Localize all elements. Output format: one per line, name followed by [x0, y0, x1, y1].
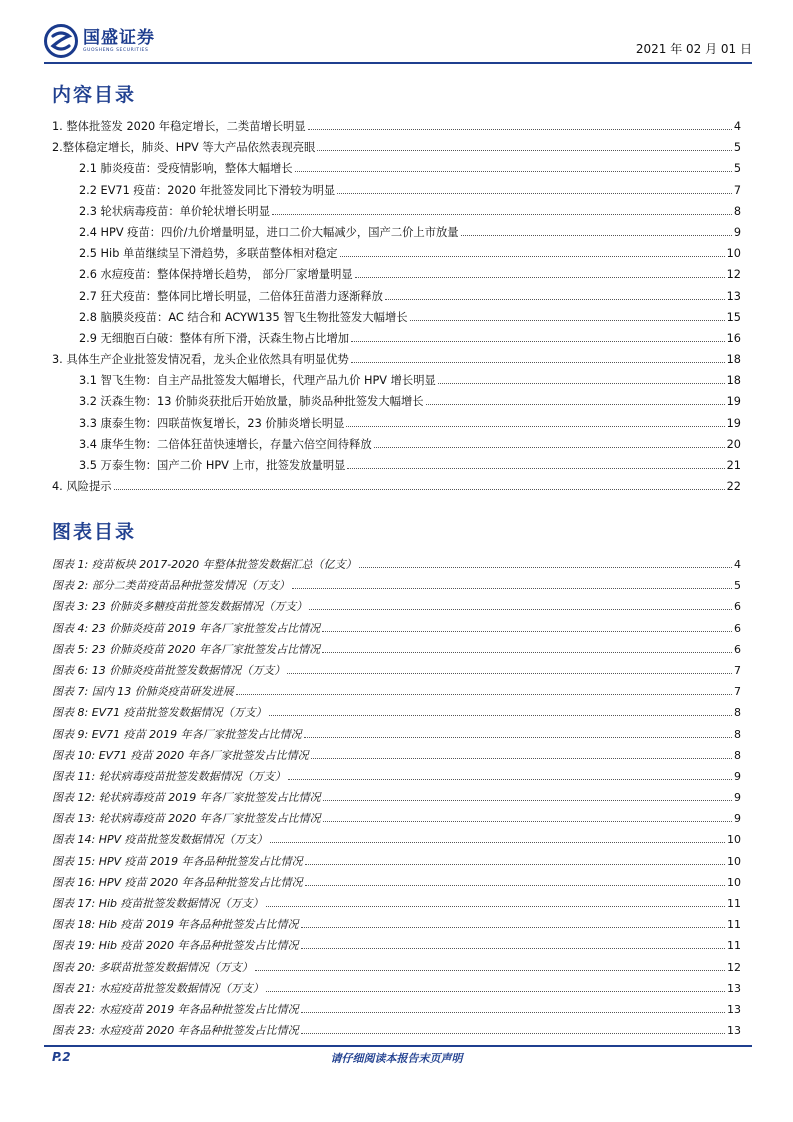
toc-entry-page: 5	[733, 141, 741, 155]
figure-entry[interactable]	[52, 745, 741, 766]
figure-entry[interactable]	[52, 766, 741, 787]
figure-entry-page: 8	[734, 706, 741, 720]
figure-entry-page: 6	[734, 642, 741, 656]
toc-entry-page: 12	[726, 268, 741, 282]
figure-entry[interactable]	[52, 702, 741, 723]
dot-leader	[309, 609, 732, 610]
toc-entry-page: 8	[733, 204, 741, 218]
toc-entry-page: 15	[726, 310, 741, 324]
dot-leader	[461, 235, 732, 236]
figure-entry[interactable]	[52, 596, 741, 617]
dot-leader	[340, 256, 725, 257]
figure-entry[interactable]	[52, 681, 741, 702]
toc-entry-label: 3.4 康华生物：二倍体狂苗快速增长，存量六倍空间待释放	[79, 437, 372, 451]
toc-entry-page: 18	[726, 353, 741, 367]
toc-entry-page: 18	[726, 374, 741, 388]
toc-entry-label: 3.2 沃森生物：13 价肺炎获批后开始放量，肺炎品种批签发大幅增长	[79, 395, 424, 409]
footer-disclaimer: 请仔细阅读本报告末页声明	[330, 1052, 463, 1065]
toc-entry[interactable]	[52, 201, 741, 222]
dot-leader	[374, 447, 725, 448]
toc-entry-label: 3. 具体生产企业批签发情况看，龙头企业依然具有明显优势	[52, 353, 349, 367]
dot-leader	[347, 468, 724, 469]
figure-entry-page: 9	[734, 769, 741, 783]
figure-entry-label: 图表 8: EV71 疫苗批签发数据情况（万支）	[52, 706, 267, 720]
figure-entry-label: 图表 13: 轮状病毒疫苗 2020 年各厂家批签发占比情况	[52, 812, 321, 826]
figure-entry-page: 4	[734, 558, 741, 571]
toc-entry-page: 21	[726, 459, 741, 472]
toc-list	[52, 116, 741, 497]
dot-leader	[269, 715, 732, 716]
figure-entry[interactable]	[52, 639, 741, 660]
figure-entry-label: 图表 10: EV71 疫苗 2020 年各厂家批签发占比情况	[52, 748, 309, 762]
figure-entry-page: 5	[734, 579, 741, 593]
figure-entry[interactable]	[52, 724, 741, 745]
toc-entry-label: 2.3 轮状病毒疫苗：单价轮状增长明显	[79, 204, 271, 218]
dot-leader	[337, 193, 732, 194]
figure-entry-page: 7	[734, 663, 741, 677]
figure-entry[interactable]	[52, 914, 741, 935]
toc-entry-label: 3.1 智飞生物：自主产品批签发大幅增长，代理产品九价 HPV 增长明显	[79, 374, 436, 388]
dot-leader	[355, 277, 725, 278]
figure-entry-page: 13	[727, 1024, 741, 1038]
figure-entry[interactable]	[52, 829, 741, 850]
toc-entry-label: 2.7 狂犬疫苗：整体同比增长明显，二倍体狂苗潜力逐渐释放	[79, 289, 383, 303]
dot-leader	[351, 341, 725, 342]
dot-leader	[301, 1012, 725, 1013]
figure-entry-page: 10	[727, 833, 741, 847]
toc-entry[interactable]	[52, 391, 741, 412]
dot-leader	[308, 129, 732, 130]
figure-entry-label: 图表 7: 国内 13 价肺炎疫苗研发进展	[52, 685, 234, 699]
dot-leader	[301, 1033, 725, 1034]
figure-entry-label: 图表 22: 水痘疫苗 2019 年各品种批签发占比情况	[52, 1002, 299, 1016]
dot-leader	[255, 970, 725, 971]
dot-leader	[236, 694, 732, 695]
figures-title: 图表目录	[52, 521, 137, 543]
dot-leader	[410, 320, 725, 321]
figure-entry-page: 6	[734, 600, 741, 614]
toc-entry-label: 1. 整体批签发 2020 年稳定增长，二类苗增长明显	[52, 120, 306, 133]
figure-entry-label: 图表 3: 23 价肺炎多糖疫苗批签发数据情况（万支）	[52, 600, 308, 614]
figure-entry[interactable]	[52, 808, 741, 829]
figure-entry-label: 图表 2: 部分二类苗疫苗品种批签发情况（万支）	[52, 579, 290, 593]
dot-leader	[272, 214, 732, 215]
dot-leader	[266, 991, 725, 992]
dot-leader	[270, 842, 725, 843]
figure-entry-label: 图表 12: 轮状病毒疫苗 2019 年各厂家批签发占比情况	[52, 791, 321, 805]
figure-entry[interactable]	[52, 575, 741, 596]
toc-entry-label: 4. 风险提示	[52, 480, 112, 494]
toc-entry-label: 2.8 脑膜炎疫苗：AC 结合和 ACYW135 智飞生物批签发大幅增长	[79, 310, 408, 324]
toc-entry-page: 10	[726, 247, 741, 261]
dot-leader	[385, 299, 725, 300]
figure-entry-label: 图表 6: 13 价肺炎疫苗批签发数据情况（万支）	[52, 663, 286, 677]
dot-leader	[438, 383, 725, 384]
toc-entry-page: 4	[733, 120, 741, 133]
toc-entry-page: 19	[726, 416, 741, 430]
figure-entry-page: 11	[727, 939, 741, 953]
figure-entry-page: 10	[727, 875, 741, 889]
figure-entry-page: 13	[727, 1002, 741, 1016]
toc-entry[interactable]	[52, 349, 741, 370]
dot-leader	[292, 588, 732, 589]
figure-entry-label: 图表 1: 疫苗板块 2017-2020 年整体批签发数据汇总（亿支）	[52, 558, 357, 571]
figure-entry-page: 8	[734, 727, 741, 741]
toc-entry[interactable]	[52, 307, 741, 328]
brand-name-cn: 国盛证券	[83, 28, 155, 48]
toc-entry[interactable]	[52, 264, 741, 285]
brand-name-en: GUOSHENG SECURITIES	[83, 48, 149, 53]
figure-entry-label: 图表 15: HPV 疫苗 2019 年各品种批签发占比情况	[52, 854, 303, 868]
page-header	[44, 22, 752, 62]
figure-entry[interactable]	[52, 1020, 741, 1041]
dot-leader	[114, 489, 725, 490]
dot-leader	[301, 948, 726, 949]
report-date: 2021 年 02 月 01 日	[635, 42, 752, 56]
dot-leader	[346, 426, 724, 427]
figure-entry-label: 图表 4: 23 价肺炎疫苗 2019 年各厂家批签发占比情况	[52, 621, 321, 635]
dot-leader	[288, 779, 732, 780]
figure-entry-label: 图表 17: Hib 疫苗批签发数据情况（万支）	[52, 897, 264, 910]
dot-leader	[295, 171, 732, 172]
figure-entry-label: 图表 14: HPV 疫苗批签发数据情况（万支）	[52, 833, 268, 847]
toc-entry-page: 9	[733, 225, 741, 239]
dot-leader	[323, 821, 732, 822]
figure-entry-page: 6	[734, 621, 741, 635]
figure-entry-label: 图表 18: Hib 疫苗 2019 年各品种批签发占比情况	[52, 918, 299, 932]
dot-leader	[359, 567, 732, 568]
toc-entry-label: 3.5 万泰生物：国产二价 HPV 上市，批签发放量明显	[79, 459, 346, 472]
toc-entry[interactable]	[52, 413, 741, 434]
brand-logo	[44, 24, 155, 58]
toc-entry[interactable]	[52, 137, 741, 158]
toc-entry-label: 2.2 EV71 疫苗：2020 年批签发同比下滑较为明显	[79, 183, 336, 197]
figures-list	[52, 554, 741, 1041]
figure-entry-page: 7	[734, 685, 741, 699]
toc-entry[interactable]	[52, 476, 741, 497]
figure-entry-label: 图表 9: EV71 疫苗 2019 年各厂家批签发占比情况	[52, 727, 302, 741]
toc-entry[interactable]	[52, 434, 741, 455]
dot-leader	[426, 404, 725, 405]
toc-entry-page: 5	[733, 162, 741, 176]
toc-entry-label: 3.3 康泰生物：四联苗恢复增长，23 价肺炎增长明显	[79, 416, 345, 430]
figure-entry[interactable]	[52, 660, 741, 681]
toc-title: 内容目录	[52, 84, 137, 106]
toc-entry-label: 2.1 肺炎疫苗：受疫情影响，整体大幅增长	[79, 162, 293, 176]
dot-leader	[351, 362, 725, 363]
toc-entry[interactable]	[52, 328, 741, 349]
figure-entry-label: 图表 20: 多联苗批签发数据情况（万支）	[52, 960, 253, 974]
dot-leader	[317, 150, 731, 151]
figure-entry-label: 图表 11: 轮状病毒疫苗批签发数据情况（万支）	[52, 769, 286, 783]
figure-entry-label: 图表 19: Hib 疫苗 2020 年各品种批签发占比情况	[52, 939, 299, 953]
toc-entry-label: 2.整体稳定增长，肺炎、HPV 等大产品依然表现亮眼	[52, 141, 316, 155]
dot-leader	[305, 864, 725, 865]
dot-leader	[304, 737, 732, 738]
figure-entry[interactable]	[52, 554, 741, 575]
figure-entry-label: 图表 23: 水痘疫苗 2020 年各品种批签发占比情况	[52, 1024, 299, 1038]
figure-entry-label: 图表 5: 23 价肺炎疫苗 2020 年各厂家批签发占比情况	[52, 642, 321, 656]
toc-entry[interactable]	[52, 370, 741, 391]
dot-leader	[301, 927, 726, 928]
toc-entry-label: 2.6 水痘疫苗：整体保持增长趋势， 部分厂家增量明显	[79, 268, 353, 282]
dot-leader	[322, 652, 732, 653]
footer-page-number: P.2	[52, 1050, 71, 1064]
figure-entry[interactable]	[52, 851, 741, 872]
figure-entry[interactable]	[52, 872, 741, 893]
figure-entry-page: 10	[727, 854, 741, 868]
toc-entry-label: 2.5 Hib 单苗继续呈下滑趋势，多联苗整体相对稳定	[79, 247, 338, 261]
figure-entry[interactable]	[52, 787, 741, 808]
figure-entry[interactable]	[52, 935, 741, 956]
toc-entry-page: 7	[733, 183, 741, 197]
footer-divider	[44, 1045, 752, 1047]
toc-entry-label: 2.4 HPV 疫苗：四价/九价增量明显，进口二价大幅减少，国产二价上市放量	[79, 225, 459, 239]
toc-entry[interactable]	[52, 158, 741, 179]
toc-entry[interactable]	[52, 243, 741, 264]
toc-entry[interactable]	[52, 222, 741, 243]
figure-entry[interactable]	[52, 999, 741, 1020]
figure-entry[interactable]	[52, 618, 741, 639]
toc-entry-page: 20	[726, 437, 741, 451]
dot-leader	[287, 673, 732, 674]
figure-entry-page: 11	[727, 897, 741, 910]
figure-entry-page: 13	[727, 981, 741, 995]
dot-leader	[322, 631, 732, 632]
figure-entry-page: 8	[734, 748, 741, 762]
toc-entry-label: 2.9 无细胞百白破：整体有所下滑，沃森生物占比增加	[79, 331, 350, 345]
toc-entry-page: 19	[726, 395, 741, 409]
figure-entry[interactable]	[52, 978, 741, 999]
figure-entry[interactable]	[52, 893, 741, 914]
guosheng-logo-icon	[44, 24, 78, 58]
toc-entry[interactable]	[52, 116, 741, 137]
figure-entry[interactable]	[52, 957, 741, 978]
dot-leader	[266, 906, 725, 907]
toc-entry[interactable]	[52, 286, 741, 307]
dot-leader	[311, 758, 732, 759]
figure-entry-label: 图表 21: 水痘疫苗批签发数据情况（万支）	[52, 981, 264, 995]
toc-entry[interactable]	[52, 455, 741, 476]
toc-entry-page: 22	[726, 480, 741, 494]
figure-entry-page: 9	[734, 791, 741, 805]
dot-leader	[323, 800, 732, 801]
figure-entry-page: 11	[727, 918, 741, 932]
toc-entry-page: 13	[726, 289, 741, 303]
dot-leader	[305, 885, 725, 886]
figure-entry-page: 12	[727, 960, 741, 974]
toc-entry-page: 16	[726, 331, 741, 345]
figure-entry-page: 9	[734, 812, 741, 826]
figure-entry-label: 图表 16: HPV 疫苗 2020 年各品种批签发占比情况	[52, 875, 303, 889]
toc-entry[interactable]	[52, 180, 741, 201]
header-divider	[44, 62, 752, 64]
